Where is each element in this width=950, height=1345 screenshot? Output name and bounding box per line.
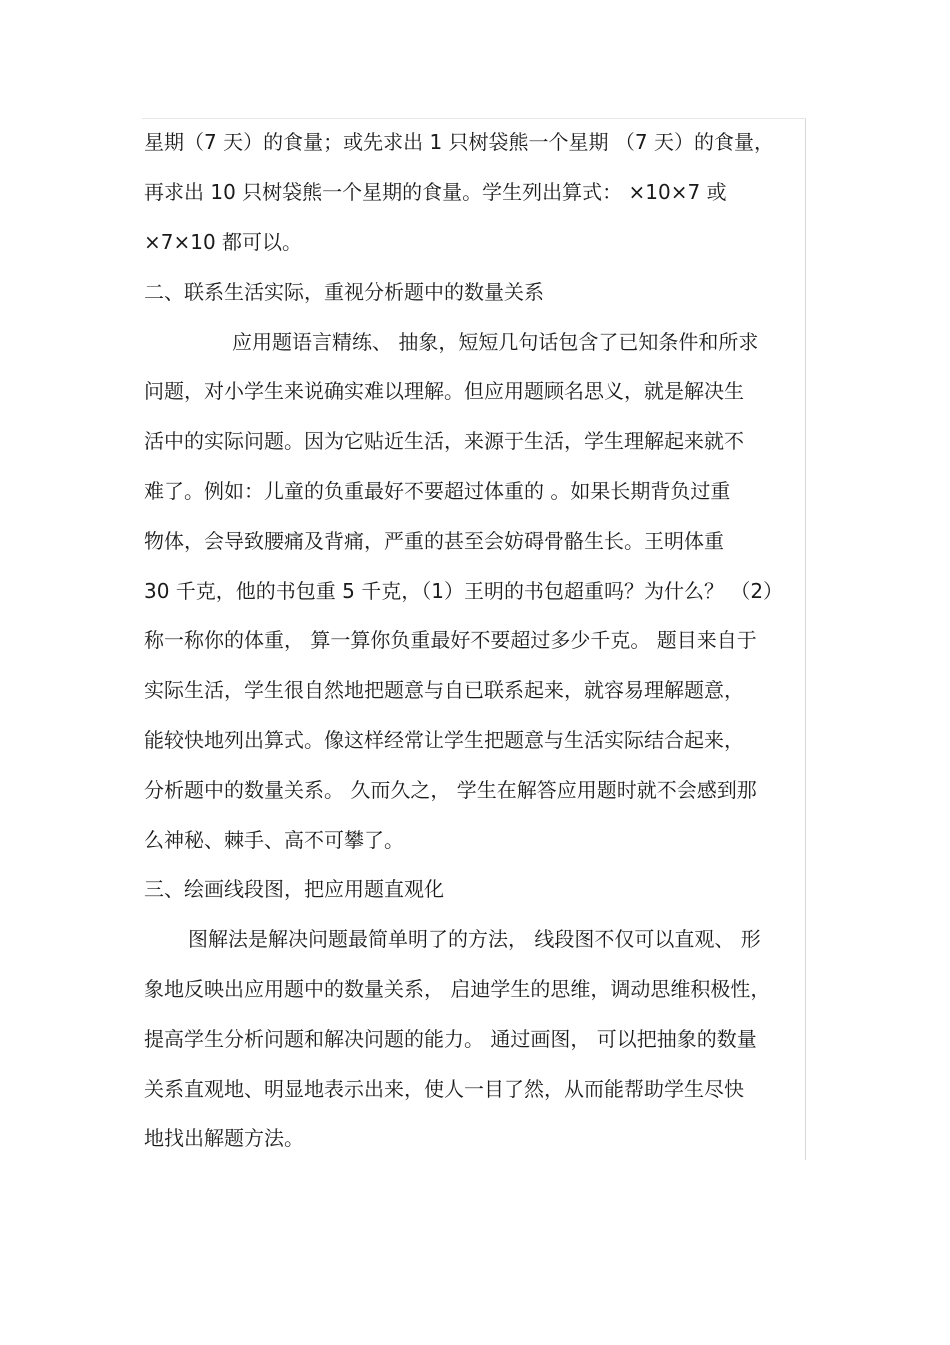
section-heading: 二、联系生活实际，重视分析题中的数量关系 <box>144 280 544 304</box>
text-line: 提高学生分析问题和解决问题的能力。 通过画图， 可以把抽象的数量 <box>144 1027 757 1051</box>
text-line: 图解法是解决问题最简单明了的方法， 线段图不仅可以直观、 形 <box>188 927 761 951</box>
text-line: 关系直观地、明显地表示出来，使人一目了然，从而能帮助学生尽快 <box>144 1077 744 1101</box>
text-line: 再求出 10 只树袋熊一个星期的食量。学生列出算式： ×10×7 或 <box>144 180 727 204</box>
text-line: 物体，会导致腰痛及背痛，严重的甚至会妨碍骨骼生长。王明体重 <box>144 529 724 553</box>
text-line: ×7×10 都可以。 <box>144 230 303 254</box>
section-heading: 三、绘画线段图，把应用题直观化 <box>144 877 444 901</box>
text-line: 能较快地列出算式。像这样经常让学生把题意与生活实际结合起来， <box>144 728 744 752</box>
text-line: 难了。例如：儿童的负重最好不要超过体重的 。如果长期背负过重 <box>144 479 731 503</box>
text-line: 称一称你的体重， 算一算你负重最好不要超过多少千克。 题目来自于 <box>144 628 757 652</box>
text-line: 实际生活，学生很自然地把题意与自已联系起来，就容易理解题意， <box>144 678 744 702</box>
text-line: 象地反映出应用题中的数量关系， 启迪学生的思维，调动思维积极性， <box>144 977 771 1001</box>
text-line: 应用题语言精练、 抽象，短短几句话包含了已知条件和所求 <box>232 330 759 354</box>
text-line: 30 千克，他的书包重 5 千克，（1）王明的书包超重吗？为什么？ （2） <box>144 579 784 603</box>
text-line: 地找出解题方法。 <box>144 1126 304 1150</box>
text-line: 问题，对小学生来说确实难以理解。但应用题顾名思义，就是解决生 <box>144 379 744 403</box>
text-line: 活中的实际问题。因为它贴近生活，来源于生活，学生理解起来就不 <box>144 429 744 453</box>
text-line: 星期（7 天）的食量；或先求出 1 只树袋熊一个星期 （7 天）的食量， <box>144 130 774 154</box>
text-line: 分析题中的数量关系。 久而久之， 学生在解答应用题时就不会感到那 <box>144 778 757 802</box>
text-line: 么神秘、棘手、高不可攀了。 <box>144 828 404 852</box>
